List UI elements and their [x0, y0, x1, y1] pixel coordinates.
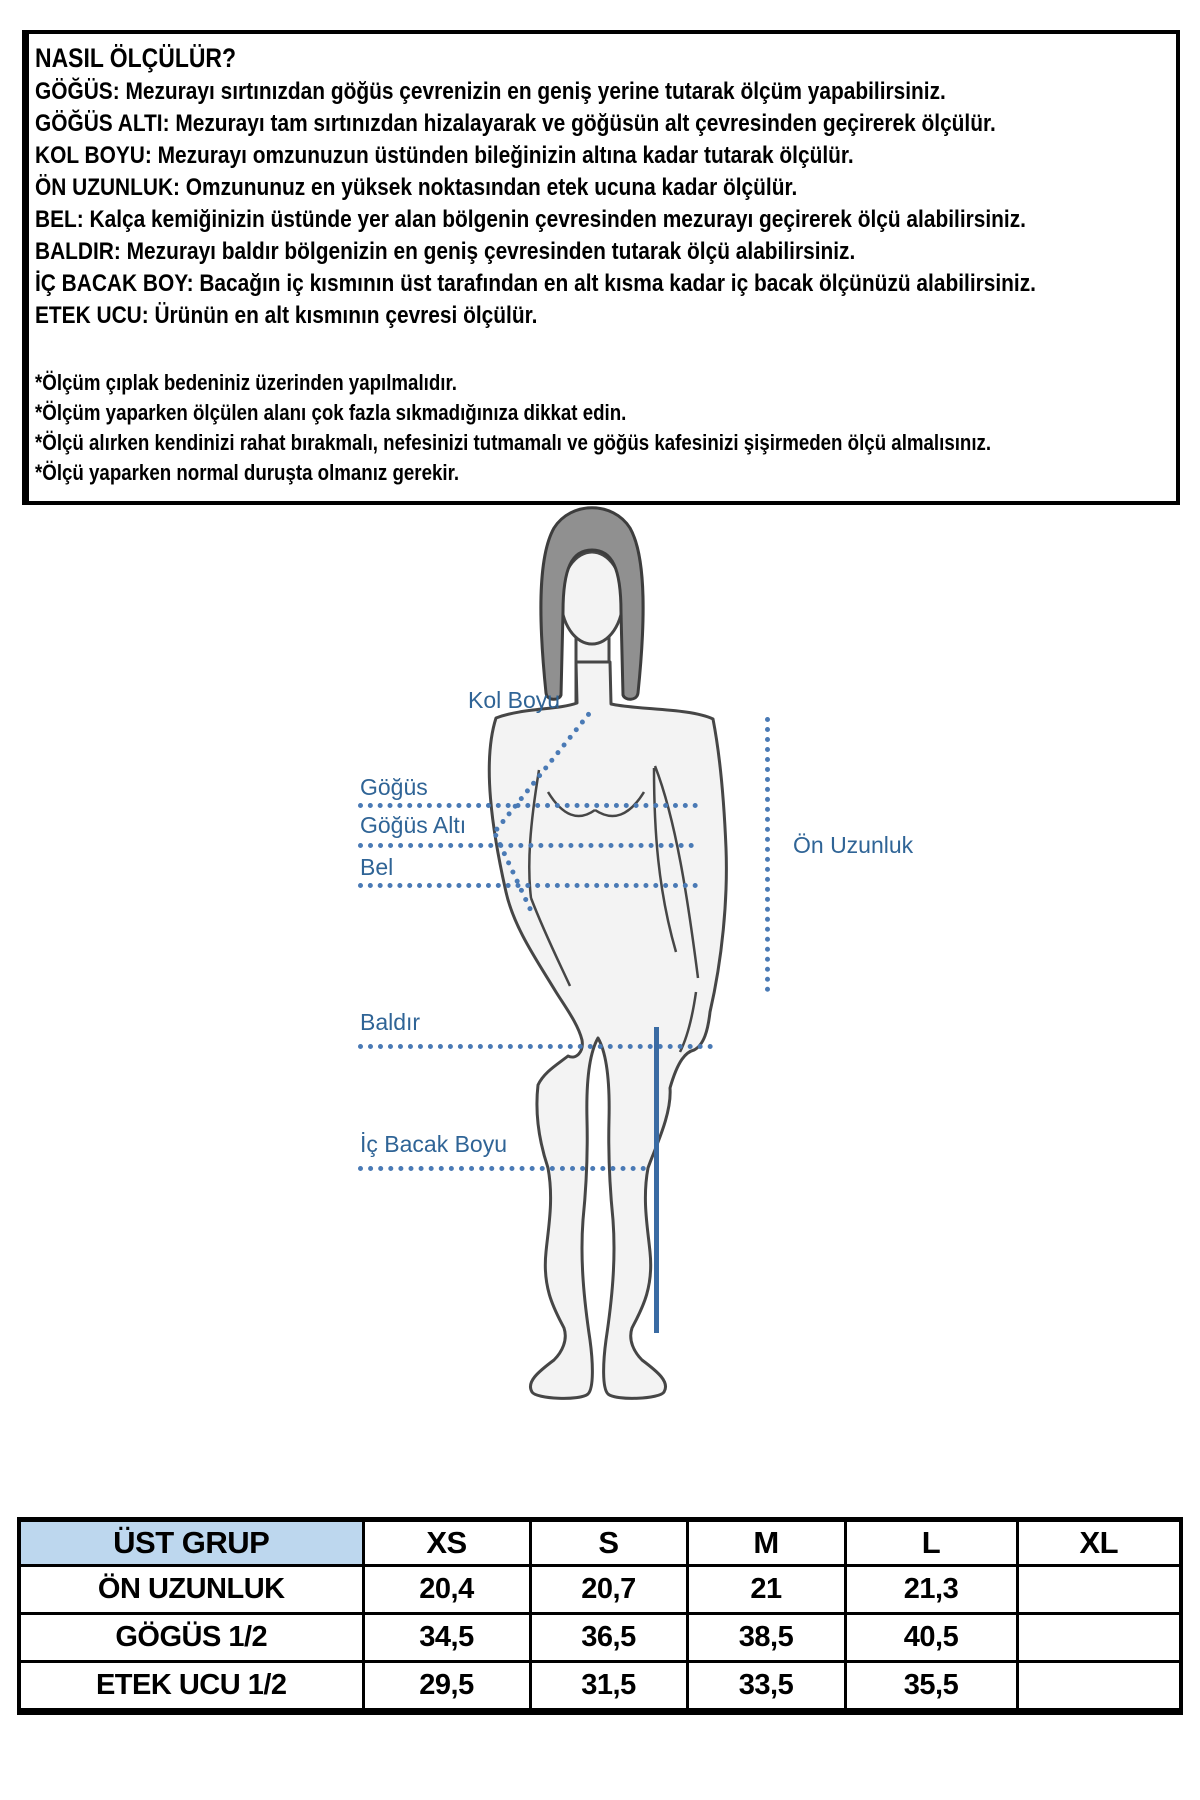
- size-col-m: M: [687, 1520, 845, 1566]
- size-table: [17, 1517, 1183, 1715]
- instruction-line-gogus-alti: GÖĞÜS ALTI: Mezurayı tam sırtınızdan hizalayarak ve göğüsün alt çevresinden geçirerek ölçülür.: [35, 110, 996, 137]
- cell-gogus-xs: 34,5: [363, 1614, 530, 1662]
- note-line: *Ölçü yaparken normal duruşta olmanız gerekir.: [35, 460, 460, 485]
- baldir-measure-line: [358, 1044, 713, 1049]
- note-line: *Ölçüm yaparken ölçülen alanı çok fazla sıkmadığınıza dikkat edin.: [35, 400, 627, 425]
- page-title: NASIL ÖLÇÜLÜR?: [35, 43, 237, 73]
- label-ic-bacak-boyu: İç Bacak Boyu: [360, 1131, 508, 1157]
- size-col-l: L: [845, 1520, 1017, 1566]
- cell-on-uzunluk-xs: 20,4: [363, 1566, 530, 1614]
- note-line: *Ölçüm çıplak bedeniniz üzerinden yapılmalıdır.: [35, 370, 457, 395]
- gogus-measure-line: [358, 803, 698, 808]
- cell-gogus-l: 40,5: [845, 1614, 1017, 1662]
- note-line: *Ölçü alırken kendinizi rahat bırakmalı, nefesinizi tutmamalı ve göğüs kafesinizi şişirmeden ölçü almalısınız.: [35, 430, 992, 455]
- gogus-alti-measure-line: [358, 843, 694, 848]
- cell-gogus-xl: [1017, 1614, 1181, 1662]
- body-silhouette-figure: [430, 500, 770, 1410]
- row-label-gogus: GÖGÜS 1/2: [19, 1614, 363, 1662]
- instruction-line-kol-boyu: KOL BOYU: Mezurayı omzunuzun üstünden bileğinizin altına kadar tutarak ölçülür.: [35, 142, 854, 169]
- cell-on-uzunluk-l: 21,3: [845, 1566, 1017, 1614]
- row-label-etek-ucu: ETEK UCU 1/2: [19, 1662, 363, 1712]
- instruction-line-gogus: GÖĞÜS: Mezurayı sırtınızdan göğüs çevrenizin en geniş yerine tutarak ölçüm yapabilirsiniz.: [35, 78, 946, 105]
- measurement-notes: [35, 368, 1168, 488]
- label-bel: Bel: [360, 854, 394, 880]
- instruction-line-on-uzunluk: ÖN UZUNLUK: Omzununuz en yüksek noktasından etek ucuna kadar ölçülür.: [35, 174, 798, 201]
- instruction-line-ic-bacak-boy: İÇ BACAK BOY: Bacağın iç kısmının üst tarafından en alt kısma kadar iç bacak ölçünüzü alabilirsiniz.: [35, 270, 1036, 297]
- label-kol-boyu: Kol Boyu: [468, 687, 561, 713]
- cell-etek-ucu-xl: [1017, 1662, 1181, 1712]
- size-table-header-row: [19, 1520, 1181, 1566]
- ic-bacak-ruler-line: [654, 1027, 659, 1333]
- figure-body: [489, 662, 726, 1398]
- size-col-xl: XL: [1017, 1520, 1181, 1566]
- row-label-on-uzunluk: ÖN UZUNLUK: [19, 1566, 363, 1614]
- table-row: [19, 1662, 1181, 1712]
- label-gogus-alti: Göğüs Altı: [360, 812, 467, 838]
- cell-on-uzunluk-m: 21: [687, 1566, 845, 1614]
- label-baldir: Baldır: [360, 1009, 421, 1035]
- table-row: [19, 1614, 1181, 1662]
- bel-measure-line: [358, 883, 698, 888]
- measurement-instructions-box: [22, 30, 1180, 505]
- label-on-uzunluk: Ön Uzunluk: [793, 832, 914, 858]
- instruction-line-bel: BEL: Kalça kemiğinizin üstünde yer alan bölgenin çevresinden mezurayı geçirerek ölçü alabilirsiniz.: [35, 206, 1026, 233]
- instruction-line-baldir: BALDIR: Mezurayı baldır bölgenizin en geniş çevresinden tutarak ölçü alabilirsiniz.: [35, 238, 856, 265]
- instruction-line-etek-ucu: ETEK UCU: Ürünün en alt kısmının çevresi ölçülür.: [35, 302, 538, 329]
- cell-on-uzunluk-xl: [1017, 1566, 1181, 1614]
- cell-etek-ucu-l: 35,5: [845, 1662, 1017, 1712]
- cell-on-uzunluk-s: 20,7: [530, 1566, 687, 1614]
- cell-gogus-s: 36,5: [530, 1614, 687, 1662]
- on-uzunluk-measure-line: [765, 717, 770, 992]
- size-col-s: S: [530, 1520, 687, 1566]
- cell-etek-ucu-m: 33,5: [687, 1662, 845, 1712]
- ic-bacak-measure-line: [358, 1166, 646, 1171]
- cell-etek-ucu-s: 31,5: [530, 1662, 687, 1712]
- size-table-title-cell: ÜST GRUP: [19, 1520, 363, 1566]
- label-gogus: Göğüs: [360, 774, 428, 800]
- size-col-xs: XS: [363, 1520, 530, 1566]
- table-row: [19, 1566, 1181, 1614]
- cell-etek-ucu-xs: 29,5: [363, 1662, 530, 1712]
- cell-gogus-m: 38,5: [687, 1614, 845, 1662]
